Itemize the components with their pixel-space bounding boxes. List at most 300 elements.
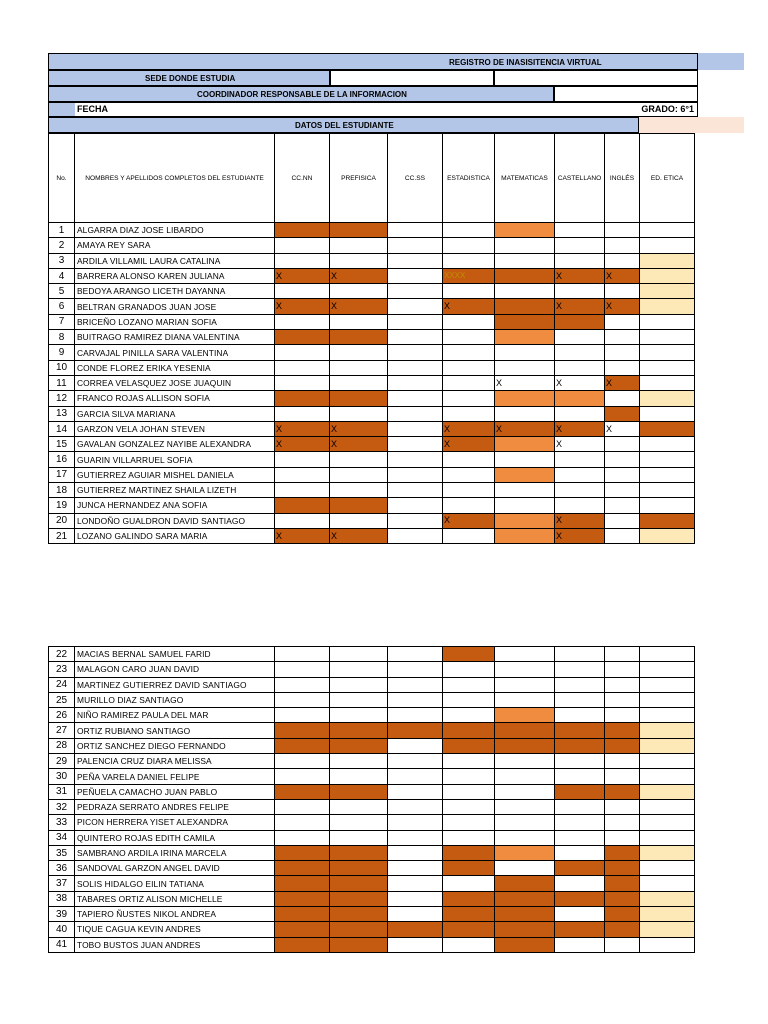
attendance-cell[interactable] bbox=[555, 314, 605, 329]
attendance-cell[interactable] bbox=[640, 738, 695, 753]
attendance-cell[interactable] bbox=[443, 223, 495, 238]
attendance-cell[interactable]: X bbox=[555, 513, 605, 528]
attendance-cell[interactable] bbox=[443, 708, 495, 723]
attendance-cell[interactable] bbox=[605, 284, 640, 299]
attendance-cell[interactable] bbox=[388, 437, 443, 452]
attendance-cell[interactable] bbox=[330, 708, 388, 723]
attendance-cell[interactable] bbox=[388, 907, 443, 922]
attendance-cell[interactable] bbox=[640, 330, 695, 345]
attendance-cell[interactable] bbox=[388, 830, 443, 845]
attendance-cell[interactable] bbox=[388, 922, 443, 937]
attendance-cell[interactable] bbox=[555, 483, 605, 498]
attendance-cell[interactable] bbox=[605, 830, 640, 845]
attendance-cell[interactable] bbox=[388, 391, 443, 406]
attendance-cell[interactable] bbox=[275, 815, 330, 830]
attendance-cell[interactable] bbox=[495, 467, 555, 482]
attendance-cell[interactable] bbox=[555, 922, 605, 937]
attendance-cell[interactable] bbox=[640, 360, 695, 375]
attendance-cell[interactable] bbox=[443, 677, 495, 692]
attendance-cell[interactable] bbox=[443, 861, 495, 876]
attendance-cell[interactable] bbox=[388, 268, 443, 283]
attendance-cell[interactable] bbox=[495, 830, 555, 845]
attendance-cell[interactable] bbox=[640, 223, 695, 238]
attendance-cell[interactable] bbox=[275, 922, 330, 937]
attendance-cell[interactable]: X bbox=[443, 421, 495, 436]
attendance-cell[interactable]: X bbox=[555, 299, 605, 314]
attendance-cell[interactable] bbox=[555, 330, 605, 345]
attendance-cell[interactable] bbox=[555, 692, 605, 707]
attendance-cell[interactable] bbox=[605, 662, 640, 677]
attendance-cell[interactable] bbox=[640, 375, 695, 390]
attendance-cell[interactable] bbox=[640, 437, 695, 452]
attendance-cell[interactable] bbox=[495, 498, 555, 513]
attendance-cell[interactable] bbox=[495, 299, 555, 314]
attendance-cell[interactable] bbox=[388, 708, 443, 723]
attendance-cell[interactable] bbox=[388, 861, 443, 876]
attendance-cell[interactable] bbox=[330, 723, 388, 738]
attendance-cell[interactable] bbox=[605, 677, 640, 692]
attendance-cell[interactable] bbox=[495, 647, 555, 662]
attendance-cell[interactable] bbox=[555, 937, 605, 952]
attendance-cell[interactable] bbox=[275, 876, 330, 891]
attendance-cell[interactable] bbox=[605, 314, 640, 329]
attendance-cell[interactable] bbox=[443, 375, 495, 390]
attendance-cell[interactable] bbox=[330, 891, 388, 906]
attendance-cell[interactable] bbox=[275, 891, 330, 906]
coordinator-input[interactable] bbox=[554, 86, 698, 102]
attendance-cell[interactable] bbox=[495, 437, 555, 452]
attendance-cell[interactable] bbox=[330, 647, 388, 662]
attendance-cell[interactable] bbox=[555, 677, 605, 692]
attendance-cell[interactable] bbox=[388, 284, 443, 299]
attendance-cell[interactable] bbox=[388, 452, 443, 467]
attendance-cell[interactable] bbox=[443, 330, 495, 345]
attendance-cell[interactable] bbox=[495, 253, 555, 268]
attendance-cell[interactable] bbox=[640, 498, 695, 513]
attendance-cell[interactable]: X bbox=[275, 299, 330, 314]
attendance-cell[interactable] bbox=[495, 528, 555, 543]
attendance-cell[interactable] bbox=[605, 360, 640, 375]
attendance-cell[interactable] bbox=[443, 314, 495, 329]
attendance-cell[interactable] bbox=[640, 314, 695, 329]
sede-input-extra[interactable] bbox=[494, 70, 698, 86]
attendance-cell[interactable] bbox=[495, 799, 555, 814]
attendance-cell[interactable] bbox=[275, 345, 330, 360]
attendance-cell[interactable]: X bbox=[605, 375, 640, 390]
attendance-cell[interactable] bbox=[555, 223, 605, 238]
attendance-cell[interactable] bbox=[330, 754, 388, 769]
attendance-cell[interactable] bbox=[275, 861, 330, 876]
attendance-cell[interactable] bbox=[605, 861, 640, 876]
attendance-cell[interactable] bbox=[443, 406, 495, 421]
attendance-cell[interactable] bbox=[495, 452, 555, 467]
attendance-cell[interactable] bbox=[605, 845, 640, 860]
attendance-cell[interactable] bbox=[275, 754, 330, 769]
attendance-cell[interactable] bbox=[605, 754, 640, 769]
attendance-cell[interactable] bbox=[555, 845, 605, 860]
attendance-cell[interactable] bbox=[275, 662, 330, 677]
attendance-cell[interactable] bbox=[605, 815, 640, 830]
attendance-cell[interactable] bbox=[388, 677, 443, 692]
attendance-cell[interactable] bbox=[640, 483, 695, 498]
attendance-cell[interactable] bbox=[330, 830, 388, 845]
attendance-cell[interactable] bbox=[495, 907, 555, 922]
attendance-cell[interactable] bbox=[330, 677, 388, 692]
attendance-cell[interactable] bbox=[640, 513, 695, 528]
attendance-cell[interactable] bbox=[605, 937, 640, 952]
attendance-cell[interactable] bbox=[443, 498, 495, 513]
attendance-cell[interactable] bbox=[330, 391, 388, 406]
attendance-cell[interactable] bbox=[330, 452, 388, 467]
attendance-cell[interactable] bbox=[605, 891, 640, 906]
attendance-cell[interactable] bbox=[495, 692, 555, 707]
attendance-cell[interactable]: X bbox=[555, 268, 605, 283]
attendance-cell[interactable] bbox=[640, 421, 695, 436]
attendance-cell[interactable] bbox=[555, 406, 605, 421]
attendance-cell[interactable]: X bbox=[275, 528, 330, 543]
attendance-cell[interactable] bbox=[388, 891, 443, 906]
attendance-cell[interactable] bbox=[640, 799, 695, 814]
attendance-cell[interactable] bbox=[495, 238, 555, 253]
attendance-cell[interactable] bbox=[330, 513, 388, 528]
attendance-cell[interactable] bbox=[640, 815, 695, 830]
attendance-cell[interactable] bbox=[555, 723, 605, 738]
attendance-cell[interactable] bbox=[605, 738, 640, 753]
attendance-cell[interactable]: X bbox=[605, 268, 640, 283]
attendance-cell[interactable] bbox=[388, 876, 443, 891]
attendance-cell[interactable] bbox=[275, 238, 330, 253]
attendance-cell[interactable] bbox=[275, 799, 330, 814]
attendance-cell[interactable]: X bbox=[495, 421, 555, 436]
attendance-cell[interactable] bbox=[443, 467, 495, 482]
attendance-cell[interactable] bbox=[640, 391, 695, 406]
attendance-cell[interactable] bbox=[555, 738, 605, 753]
attendance-cell[interactable] bbox=[443, 830, 495, 845]
attendance-cell[interactable] bbox=[330, 815, 388, 830]
attendance-cell[interactable] bbox=[388, 513, 443, 528]
attendance-cell[interactable] bbox=[555, 452, 605, 467]
attendance-cell[interactable] bbox=[443, 647, 495, 662]
attendance-cell[interactable]: X bbox=[555, 528, 605, 543]
attendance-cell[interactable] bbox=[605, 253, 640, 268]
attendance-cell[interactable] bbox=[640, 754, 695, 769]
attendance-cell[interactable] bbox=[330, 375, 388, 390]
attendance-cell[interactable] bbox=[275, 284, 330, 299]
attendance-cell[interactable] bbox=[443, 238, 495, 253]
attendance-cell[interactable] bbox=[388, 314, 443, 329]
attendance-cell[interactable] bbox=[275, 784, 330, 799]
attendance-cell[interactable]: X bbox=[555, 375, 605, 390]
attendance-cell[interactable] bbox=[555, 876, 605, 891]
attendance-cell[interactable] bbox=[443, 845, 495, 860]
attendance-cell[interactable] bbox=[555, 662, 605, 677]
attendance-cell[interactable] bbox=[330, 330, 388, 345]
attendance-cell[interactable] bbox=[443, 876, 495, 891]
attendance-cell[interactable] bbox=[640, 345, 695, 360]
attendance-cell[interactable] bbox=[605, 452, 640, 467]
attendance-cell[interactable] bbox=[443, 662, 495, 677]
attendance-cell[interactable] bbox=[330, 876, 388, 891]
attendance-cell[interactable] bbox=[275, 223, 330, 238]
attendance-cell[interactable]: X bbox=[275, 268, 330, 283]
attendance-cell[interactable] bbox=[495, 284, 555, 299]
attendance-cell[interactable] bbox=[275, 937, 330, 952]
attendance-cell[interactable] bbox=[330, 937, 388, 952]
attendance-cell[interactable]: X bbox=[275, 421, 330, 436]
attendance-cell[interactable] bbox=[443, 253, 495, 268]
attendance-cell[interactable] bbox=[605, 907, 640, 922]
attendance-cell[interactable] bbox=[640, 708, 695, 723]
attendance-cell[interactable]: X bbox=[330, 437, 388, 452]
attendance-cell[interactable] bbox=[275, 677, 330, 692]
attendance-cell[interactable] bbox=[388, 692, 443, 707]
attendance-cell[interactable] bbox=[330, 784, 388, 799]
attendance-cell[interactable] bbox=[555, 391, 605, 406]
attendance-cell[interactable] bbox=[330, 360, 388, 375]
attendance-cell[interactable] bbox=[495, 314, 555, 329]
attendance-cell[interactable] bbox=[275, 708, 330, 723]
attendance-cell[interactable] bbox=[443, 360, 495, 375]
attendance-cell[interactable] bbox=[555, 830, 605, 845]
attendance-cell[interactable] bbox=[605, 483, 640, 498]
attendance-cell[interactable] bbox=[388, 528, 443, 543]
attendance-cell[interactable] bbox=[555, 284, 605, 299]
attendance-cell[interactable] bbox=[605, 467, 640, 482]
attendance-cell[interactable] bbox=[330, 845, 388, 860]
attendance-cell[interactable] bbox=[555, 345, 605, 360]
attendance-cell[interactable] bbox=[495, 345, 555, 360]
attendance-cell[interactable] bbox=[388, 421, 443, 436]
attendance-cell[interactable] bbox=[640, 299, 695, 314]
attendance-cell[interactable] bbox=[388, 723, 443, 738]
attendance-cell[interactable] bbox=[495, 406, 555, 421]
attendance-cell[interactable] bbox=[555, 907, 605, 922]
attendance-cell[interactable] bbox=[443, 907, 495, 922]
attendance-cell[interactable] bbox=[330, 467, 388, 482]
attendance-cell[interactable] bbox=[443, 345, 495, 360]
attendance-cell[interactable] bbox=[605, 708, 640, 723]
attendance-cell[interactable] bbox=[330, 861, 388, 876]
attendance-cell[interactable] bbox=[640, 467, 695, 482]
attendance-cell[interactable] bbox=[330, 223, 388, 238]
attendance-cell[interactable] bbox=[640, 692, 695, 707]
attendance-cell[interactable] bbox=[388, 784, 443, 799]
attendance-cell[interactable]: X bbox=[555, 421, 605, 436]
attendance-cell[interactable] bbox=[388, 647, 443, 662]
attendance-cell[interactable] bbox=[555, 467, 605, 482]
attendance-cell[interactable] bbox=[605, 769, 640, 784]
attendance-cell[interactable] bbox=[605, 223, 640, 238]
attendance-cell[interactable] bbox=[330, 314, 388, 329]
attendance-cell[interactable] bbox=[388, 937, 443, 952]
attendance-cell[interactable]: X bbox=[275, 437, 330, 452]
attendance-cell[interactable] bbox=[495, 815, 555, 830]
attendance-cell[interactable] bbox=[330, 253, 388, 268]
attendance-cell[interactable] bbox=[388, 815, 443, 830]
attendance-cell[interactable] bbox=[640, 845, 695, 860]
attendance-cell[interactable] bbox=[443, 483, 495, 498]
attendance-cell[interactable] bbox=[275, 738, 330, 753]
attendance-cell[interactable] bbox=[495, 754, 555, 769]
attendance-cell[interactable] bbox=[275, 391, 330, 406]
attendance-cell[interactable] bbox=[495, 677, 555, 692]
attendance-cell[interactable] bbox=[495, 937, 555, 952]
attendance-cell[interactable] bbox=[640, 922, 695, 937]
attendance-cell[interactable] bbox=[640, 253, 695, 268]
attendance-cell[interactable] bbox=[555, 360, 605, 375]
attendance-cell[interactable] bbox=[388, 406, 443, 421]
attendance-cell[interactable] bbox=[388, 662, 443, 677]
attendance-cell[interactable] bbox=[640, 937, 695, 952]
attendance-cell[interactable] bbox=[388, 345, 443, 360]
attendance-cell[interactable] bbox=[555, 754, 605, 769]
attendance-cell[interactable] bbox=[388, 483, 443, 498]
attendance-cell[interactable] bbox=[443, 754, 495, 769]
attendance-cell[interactable] bbox=[388, 498, 443, 513]
attendance-cell[interactable]: X bbox=[330, 528, 388, 543]
attendance-cell[interactable] bbox=[605, 238, 640, 253]
attendance-cell[interactable]: X bbox=[495, 375, 555, 390]
attendance-cell[interactable] bbox=[443, 815, 495, 830]
attendance-cell[interactable] bbox=[330, 345, 388, 360]
attendance-cell[interactable] bbox=[443, 738, 495, 753]
attendance-cell[interactable] bbox=[605, 498, 640, 513]
attendance-cell[interactable] bbox=[388, 738, 443, 753]
attendance-cell[interactable] bbox=[605, 391, 640, 406]
attendance-cell[interactable] bbox=[495, 784, 555, 799]
attendance-cell[interactable] bbox=[640, 238, 695, 253]
attendance-cell[interactable] bbox=[605, 647, 640, 662]
attendance-cell[interactable] bbox=[388, 330, 443, 345]
attendance-cell[interactable] bbox=[330, 662, 388, 677]
attendance-cell[interactable] bbox=[443, 284, 495, 299]
attendance-cell[interactable] bbox=[640, 891, 695, 906]
attendance-cell[interactable] bbox=[605, 406, 640, 421]
attendance-cell[interactable] bbox=[495, 360, 555, 375]
attendance-cell[interactable] bbox=[605, 528, 640, 543]
attendance-cell[interactable]: XXXX bbox=[443, 268, 495, 283]
attendance-cell[interactable] bbox=[275, 692, 330, 707]
attendance-cell[interactable] bbox=[640, 907, 695, 922]
attendance-cell[interactable] bbox=[388, 253, 443, 268]
attendance-cell[interactable] bbox=[443, 723, 495, 738]
attendance-cell[interactable] bbox=[388, 769, 443, 784]
attendance-cell[interactable] bbox=[275, 647, 330, 662]
attendance-cell[interactable] bbox=[495, 662, 555, 677]
attendance-cell[interactable] bbox=[275, 907, 330, 922]
attendance-cell[interactable] bbox=[495, 483, 555, 498]
attendance-cell[interactable]: X bbox=[330, 421, 388, 436]
attendance-cell[interactable] bbox=[495, 330, 555, 345]
attendance-cell[interactable] bbox=[443, 891, 495, 906]
attendance-cell[interactable] bbox=[275, 406, 330, 421]
attendance-cell[interactable] bbox=[605, 876, 640, 891]
attendance-cell[interactable] bbox=[605, 692, 640, 707]
attendance-cell[interactable]: X bbox=[443, 437, 495, 452]
attendance-cell[interactable] bbox=[388, 467, 443, 482]
attendance-cell[interactable] bbox=[555, 238, 605, 253]
attendance-cell[interactable] bbox=[555, 498, 605, 513]
attendance-cell[interactable] bbox=[555, 815, 605, 830]
attendance-cell[interactable] bbox=[330, 907, 388, 922]
attendance-cell[interactable] bbox=[275, 498, 330, 513]
attendance-cell[interactable] bbox=[443, 452, 495, 467]
attendance-cell[interactable]: X bbox=[330, 268, 388, 283]
attendance-cell[interactable] bbox=[640, 528, 695, 543]
attendance-cell[interactable] bbox=[495, 708, 555, 723]
attendance-cell[interactable] bbox=[388, 845, 443, 860]
attendance-cell[interactable] bbox=[388, 375, 443, 390]
attendance-cell[interactable]: X bbox=[605, 421, 640, 436]
attendance-cell[interactable] bbox=[275, 375, 330, 390]
attendance-cell[interactable] bbox=[443, 937, 495, 952]
attendance-cell[interactable] bbox=[275, 314, 330, 329]
attendance-cell[interactable] bbox=[330, 769, 388, 784]
attendance-cell[interactable] bbox=[275, 769, 330, 784]
attendance-cell[interactable] bbox=[495, 391, 555, 406]
attendance-cell[interactable] bbox=[640, 723, 695, 738]
attendance-cell[interactable] bbox=[640, 662, 695, 677]
attendance-cell[interactable] bbox=[275, 513, 330, 528]
attendance-cell[interactable] bbox=[605, 922, 640, 937]
attendance-cell[interactable] bbox=[330, 692, 388, 707]
attendance-cell[interactable] bbox=[555, 799, 605, 814]
attendance-cell[interactable] bbox=[330, 483, 388, 498]
attendance-cell[interactable] bbox=[605, 799, 640, 814]
attendance-cell[interactable] bbox=[640, 268, 695, 283]
attendance-cell[interactable] bbox=[330, 498, 388, 513]
attendance-cell[interactable] bbox=[495, 268, 555, 283]
attendance-cell[interactable] bbox=[555, 708, 605, 723]
attendance-cell[interactable] bbox=[605, 513, 640, 528]
attendance-cell[interactable] bbox=[388, 223, 443, 238]
attendance-cell[interactable] bbox=[605, 723, 640, 738]
attendance-cell[interactable] bbox=[330, 738, 388, 753]
attendance-cell[interactable] bbox=[443, 799, 495, 814]
attendance-cell[interactable] bbox=[275, 723, 330, 738]
attendance-cell[interactable] bbox=[388, 799, 443, 814]
attendance-cell[interactable] bbox=[443, 769, 495, 784]
attendance-cell[interactable] bbox=[495, 513, 555, 528]
attendance-cell[interactable] bbox=[605, 437, 640, 452]
attendance-cell[interactable] bbox=[605, 784, 640, 799]
attendance-cell[interactable] bbox=[555, 647, 605, 662]
attendance-cell[interactable] bbox=[495, 723, 555, 738]
attendance-cell[interactable]: X bbox=[330, 299, 388, 314]
attendance-cell[interactable] bbox=[330, 799, 388, 814]
attendance-cell[interactable] bbox=[388, 360, 443, 375]
attendance-cell[interactable] bbox=[555, 253, 605, 268]
attendance-cell[interactable] bbox=[443, 784, 495, 799]
attendance-cell[interactable]: X bbox=[443, 513, 495, 528]
attendance-cell[interactable] bbox=[605, 330, 640, 345]
attendance-cell[interactable] bbox=[330, 406, 388, 421]
attendance-cell[interactable] bbox=[275, 253, 330, 268]
attendance-cell[interactable] bbox=[388, 238, 443, 253]
attendance-cell[interactable] bbox=[640, 284, 695, 299]
attendance-cell[interactable]: X bbox=[605, 299, 640, 314]
attendance-cell[interactable] bbox=[275, 360, 330, 375]
attendance-cell[interactable] bbox=[495, 769, 555, 784]
attendance-cell[interactable] bbox=[640, 647, 695, 662]
attendance-cell[interactable] bbox=[388, 754, 443, 769]
attendance-cell[interactable] bbox=[640, 784, 695, 799]
attendance-cell[interactable] bbox=[495, 876, 555, 891]
attendance-cell[interactable] bbox=[640, 861, 695, 876]
attendance-cell[interactable] bbox=[495, 738, 555, 753]
attendance-cell[interactable] bbox=[555, 861, 605, 876]
attendance-cell[interactable] bbox=[495, 223, 555, 238]
